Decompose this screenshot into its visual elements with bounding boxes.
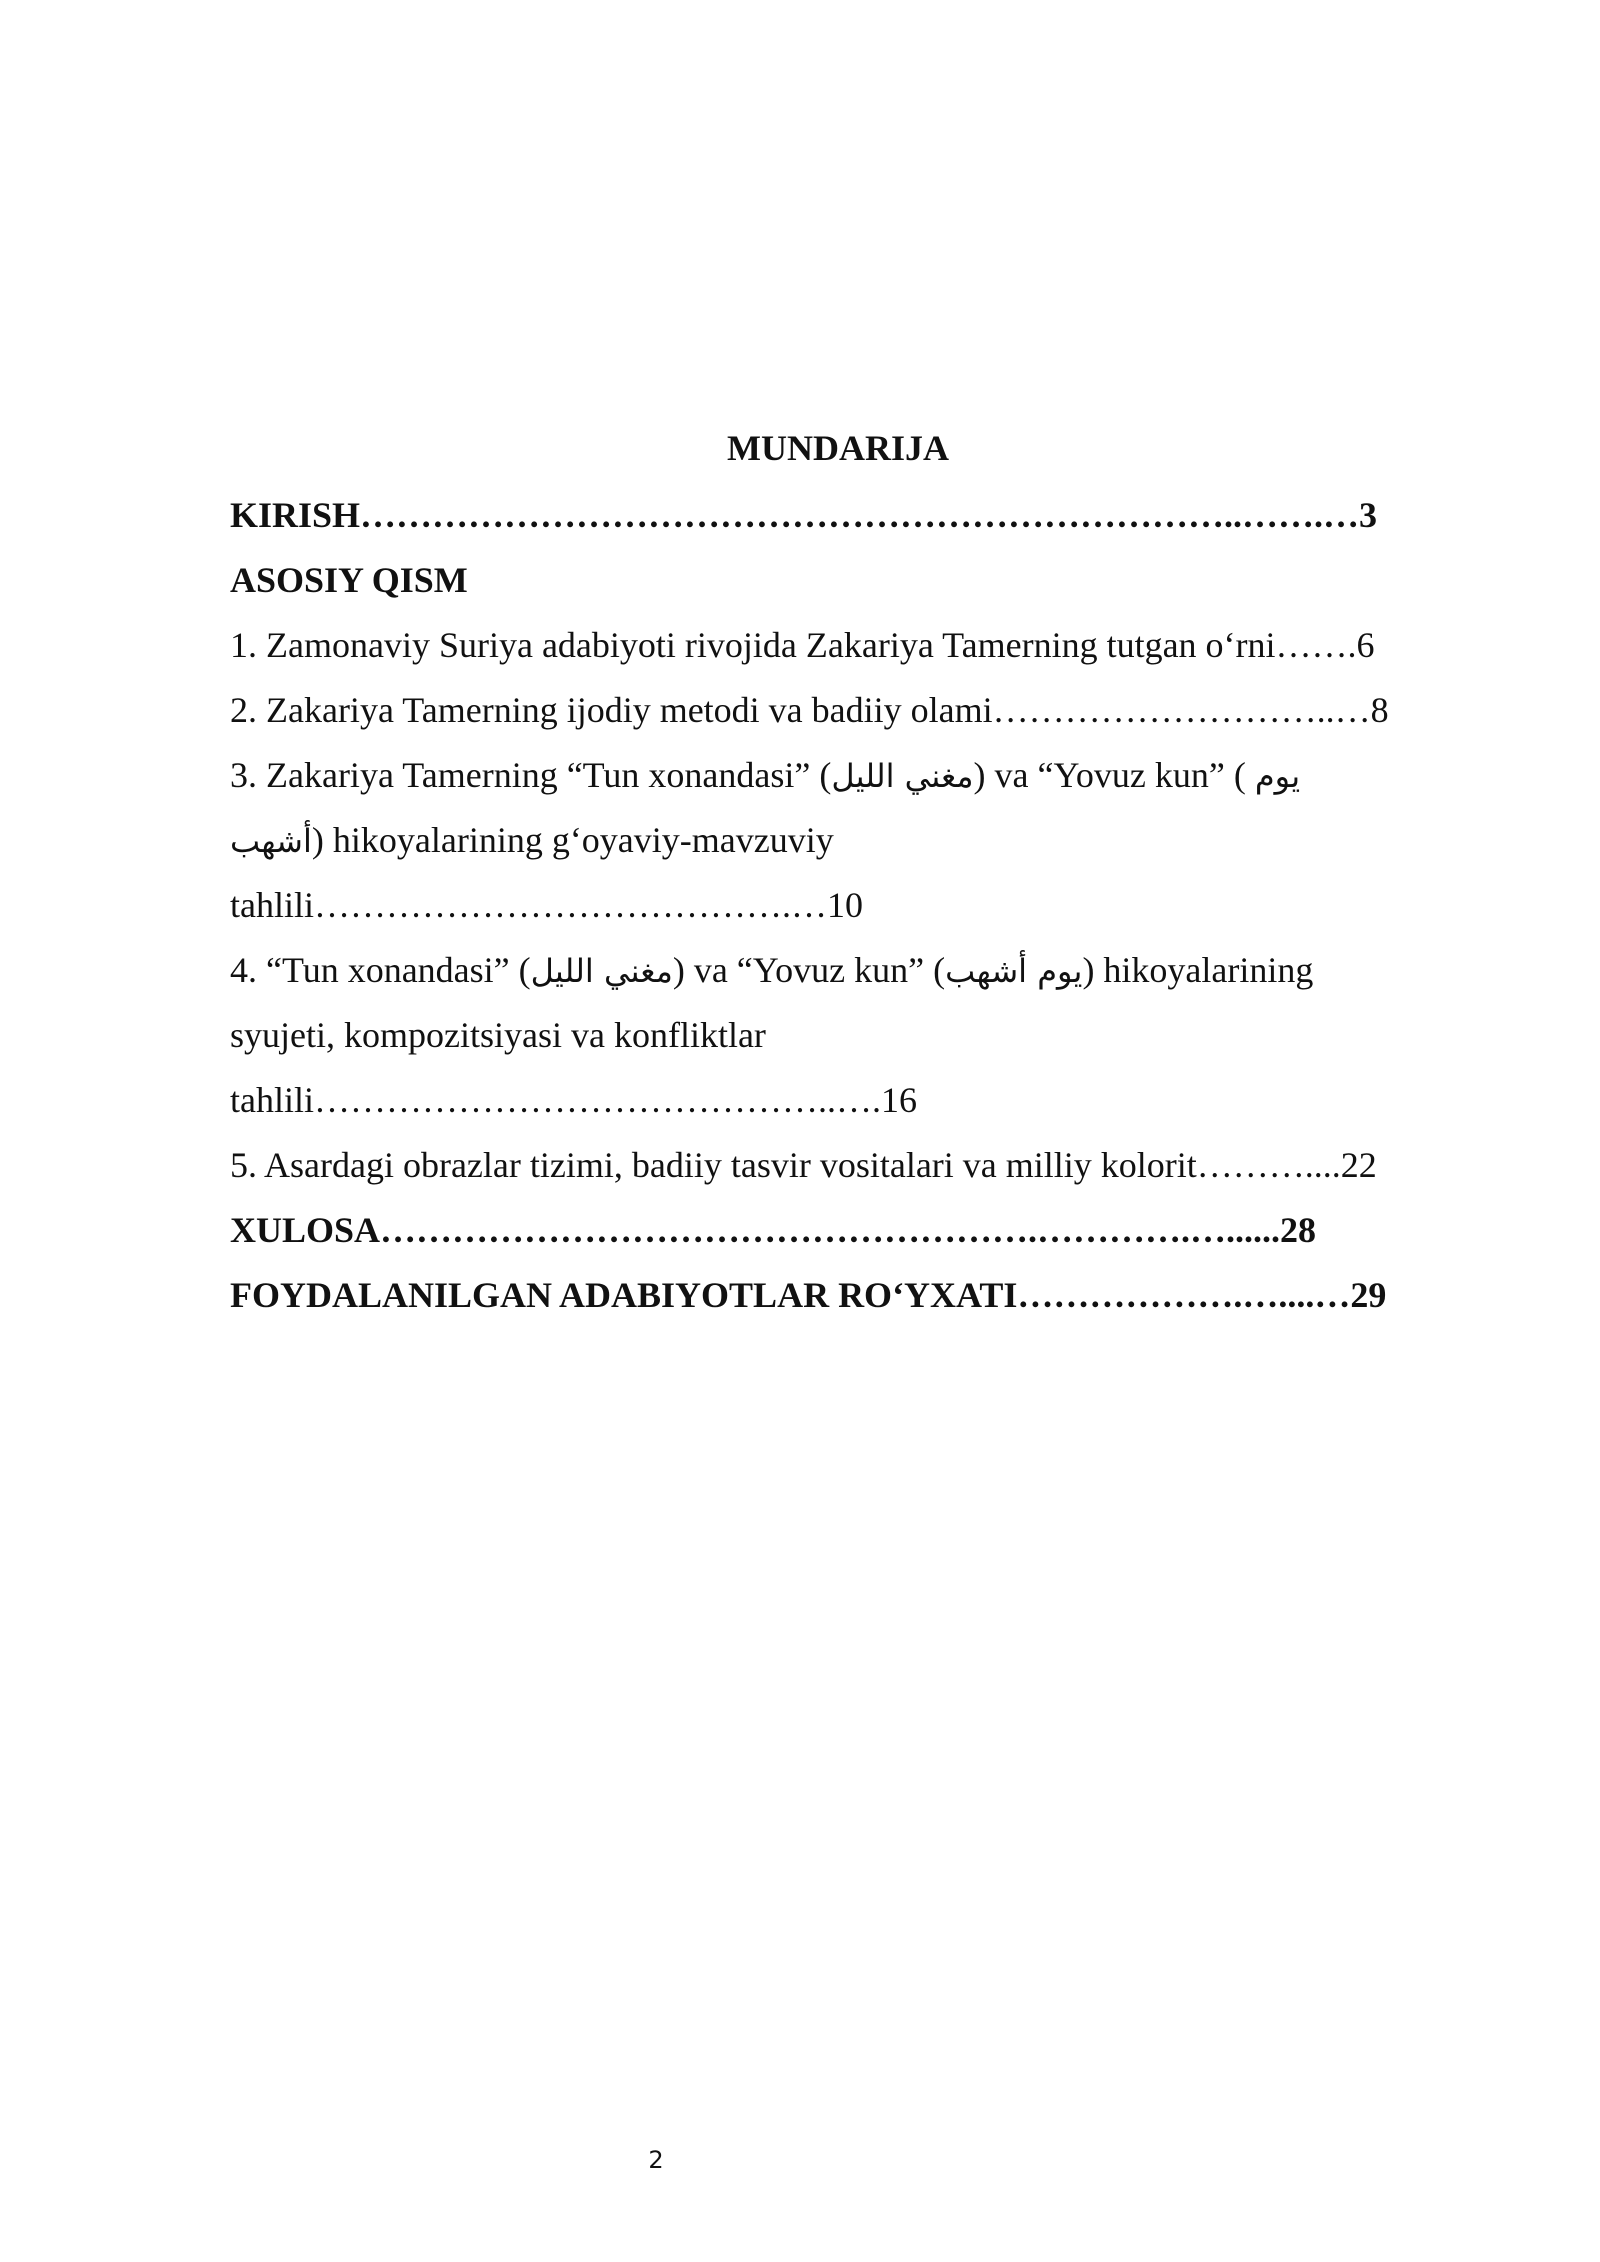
toc-entry-3-line-3: tahlili………………………………….…10 (230, 885, 863, 925)
toc-entry-3-text-b: ) va “Yovuz kun” ( (973, 755, 1246, 795)
toc-entry-3-text-a: 3. Zakariya Tamerning “Tun xonandasi” ( (230, 755, 832, 795)
toc-entry-3-line-2 (230, 815, 834, 866)
toc-entry-3-line-1 (230, 750, 1300, 801)
toc-entry-foydalanilgan-adabiyotlar: FOYDALANILGAN ADABIYOTLAR RO‘YXATI……………….…....…29 (230, 1275, 1387, 1315)
toc-entry-3-arabic-title-1: مغني الليل (831, 757, 974, 795)
toc-entry-4-text-a: 4. “Tun xonandasi” ( (230, 950, 531, 990)
toc-entry-3-arabic-title-2b: أشهب (230, 822, 312, 860)
toc-title: MUNDARIJA (727, 428, 949, 468)
toc-entry-4-line-1 (230, 945, 1313, 996)
toc-entry-5: 5. Asardagi obrazlar tizimi, badiiy tasvir vositalari va milliy kolorit………....22 (230, 1145, 1377, 1185)
page-number: 2 (648, 2146, 664, 2174)
toc-entry-4-text-b: ) va “Yovuz kun” ( (672, 950, 946, 990)
toc-section-asosiy-qism: ASOSIY QISM (230, 560, 468, 600)
toc-entry-3-text-c: ) hikoyalarining g‘oyaviy-mavzuviy (311, 820, 834, 860)
toc-entry-1: 1. Zamonaviy Suriya adabiyoti rivojida Zakariya Tamerning tutgan o‘rni…….6 (230, 625, 1375, 665)
toc-entry-4-arabic-title-1: مغني الليل (530, 952, 673, 990)
toc-entry-xulosa: XULOSA……………………………………………….………….…......28 (230, 1210, 1317, 1250)
toc-entry-2: 2. Zakariya Tamerning ijodiy metodi va badiiy olami………………………..…8 (230, 690, 1389, 730)
toc-entry-3-arabic-title-2a: يوم (1254, 757, 1301, 795)
toc-entry-4-line-2: syujeti, kompozitsiyasi va konfliktlar (230, 1015, 766, 1055)
toc-entry-4-text-c: ) hikoyalarining (1082, 950, 1314, 990)
toc-entry-4-arabic-title-2: يوم أشهب (945, 952, 1083, 990)
toc-entry-4-line-3: tahlili……………………………………..….16 (230, 1080, 917, 1120)
toc-entry-kirish: KIRISH………………………………………………………………..…….…3 (230, 495, 1378, 535)
